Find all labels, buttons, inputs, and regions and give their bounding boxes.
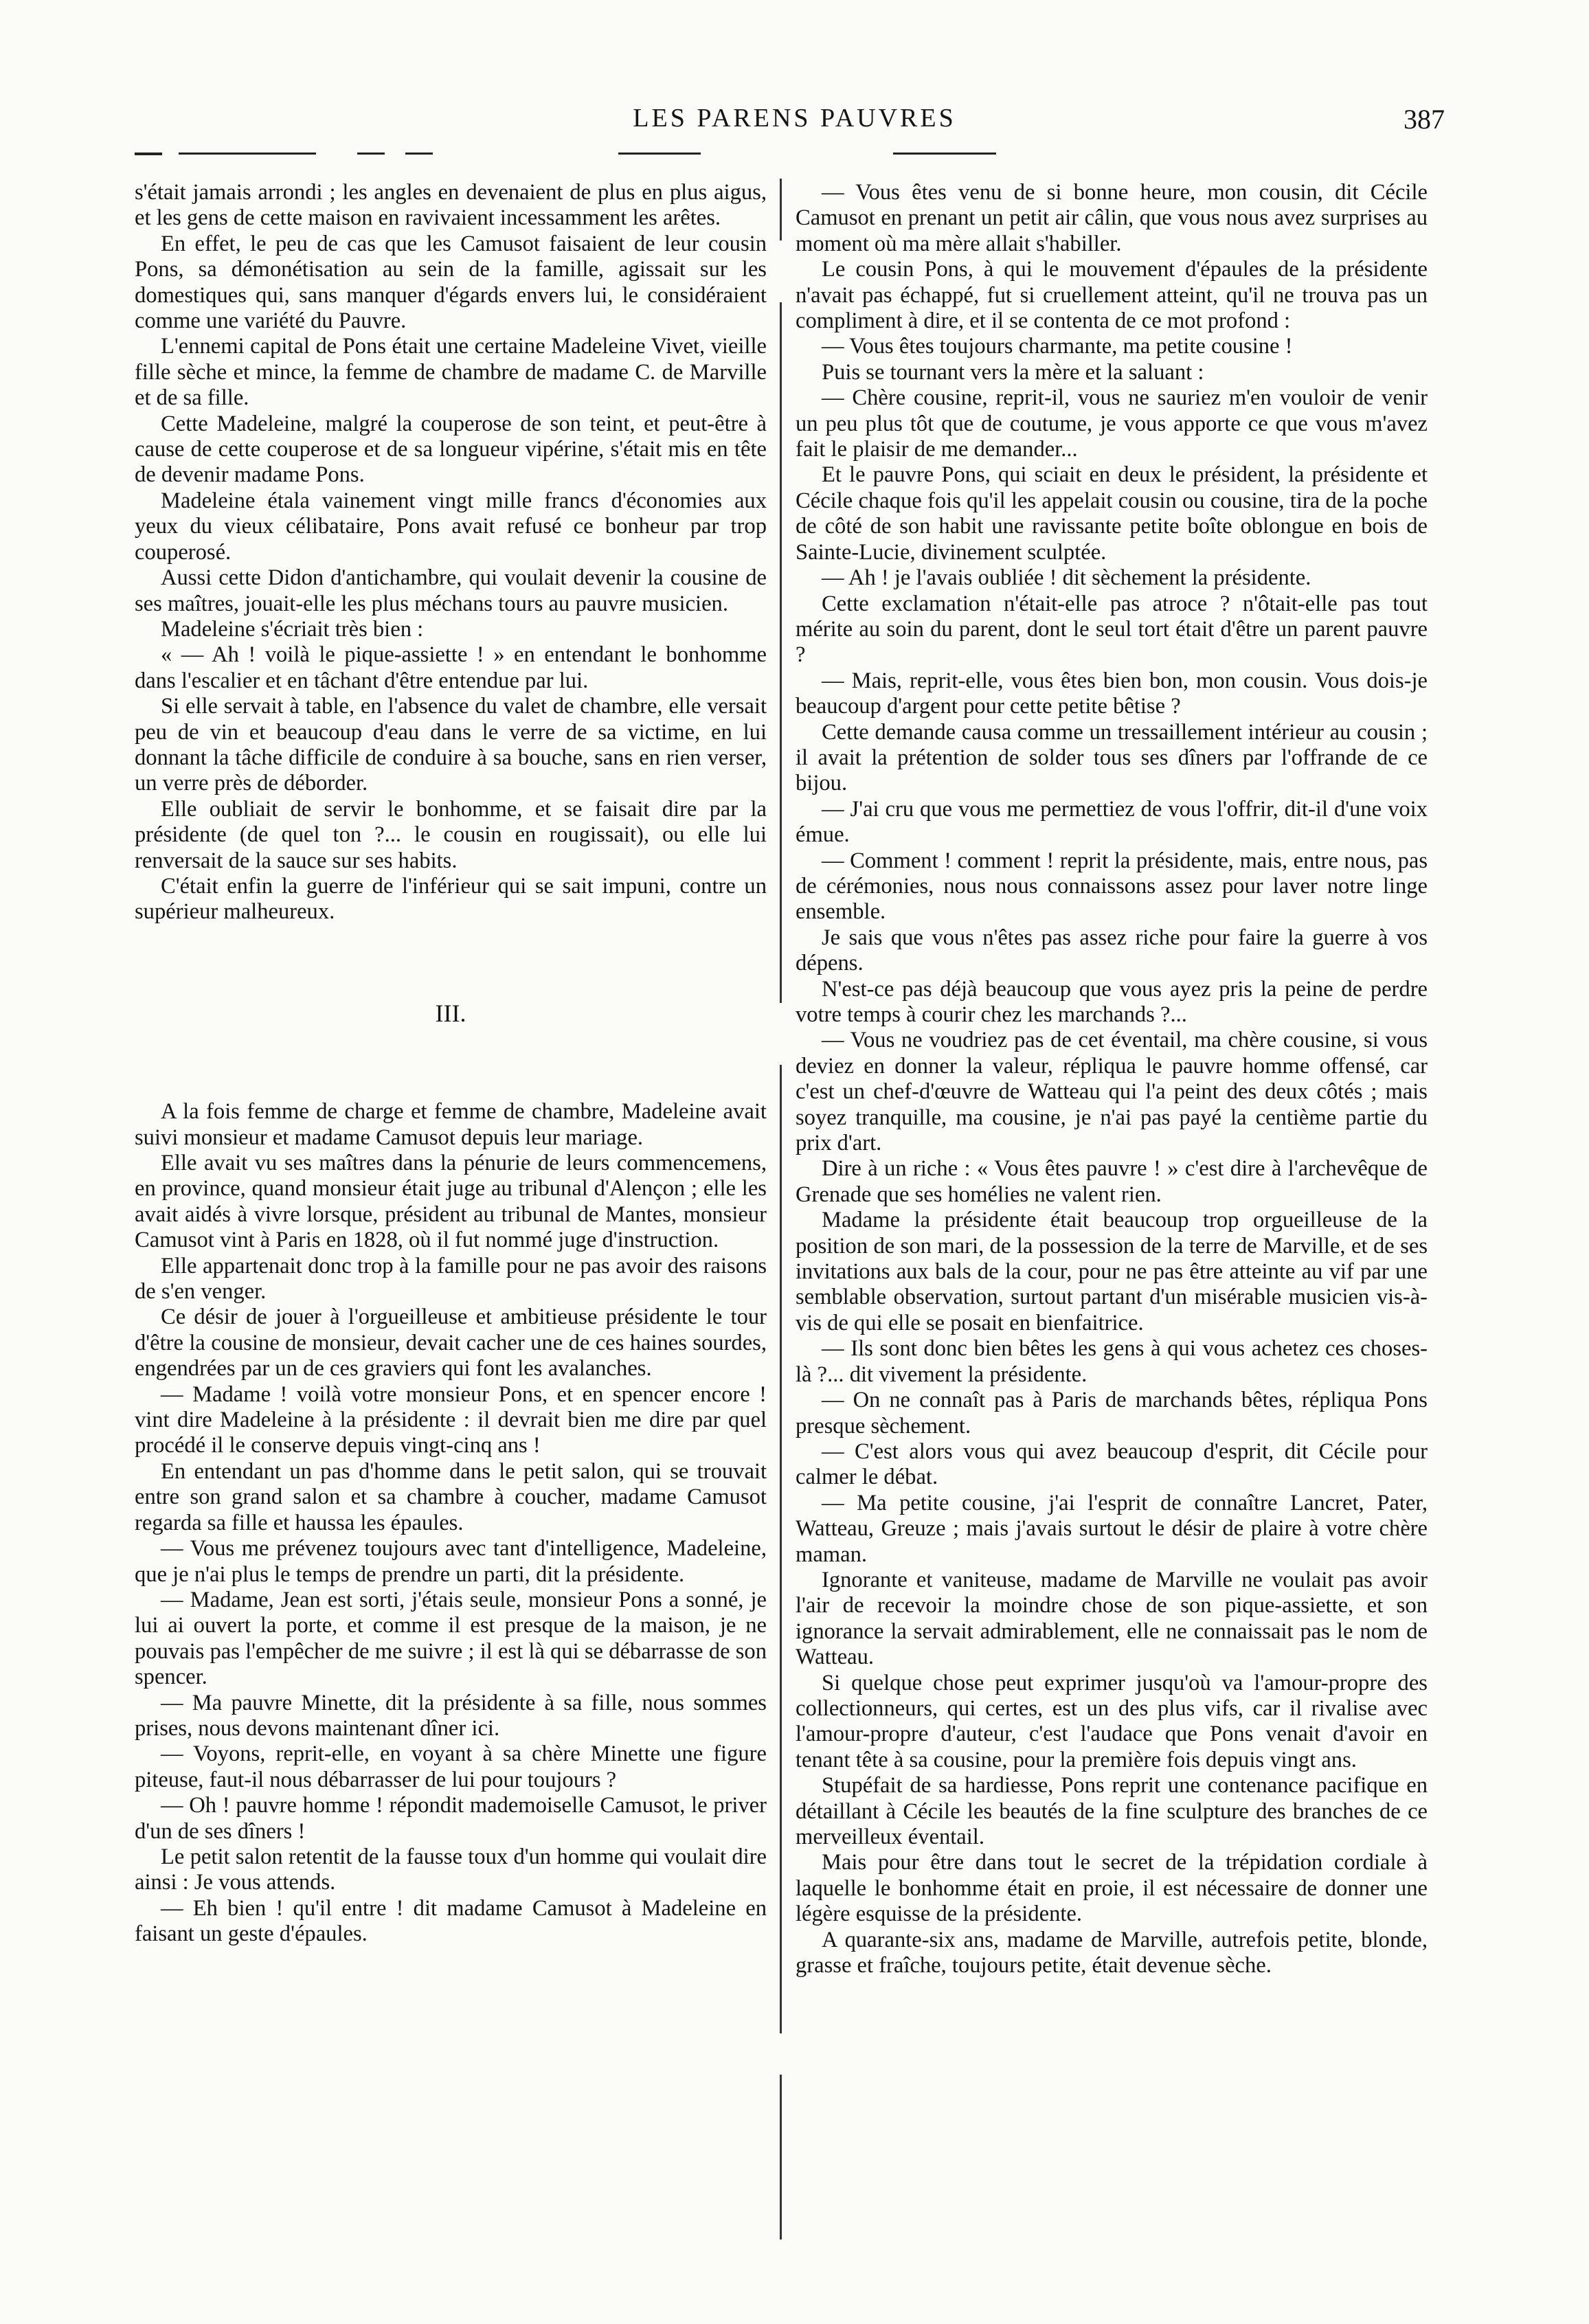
paragraph: — Voyons, reprit-elle, en voyant à sa chère Minette une figure piteuse, faut-il nous débarrasser de lui pour toujours ? [135,1741,767,1792]
paragraph: — Vous me prévenez toujours avec tant d'intelligence, Madeleine, que je n'ai plus le temps de prendre un parti, dit la présidente. [135,1536,767,1587]
paragraph: — Mais, reprit-elle, vous êtes bien bon, mon cousin. Vous dois-je beaucoup d'argent pour cette petite bêtise ? [796,668,1428,719]
header-rule [618,153,701,155]
paragraph: Ignorante et vaniteuse, madame de Marville ne voulait pas avoir l'air de recevoir la moindre chose de son pique-assiette, et son ignorance la servait admirablement, elle ne connaissait pas le nom de Watteau. [796,1567,1428,1670]
paragraph: « — Ah ! voilà le pique-assiette ! » en entendant le bonhomme dans l'escalier et en tâchant d'être entendue par lui. [135,642,767,693]
paragraph: — Vous ne voudriez pas de cet éventail, ma chère cousine, si vous deviez en donner la valeur, répliqua le pauvre homme offensé, car c'est un chef-d'œuvre de Watteau qui l'a peint des deux côtés ; mais soyez tranquille, ma cousine, je n'ai pas payé la centième partie du prix d'art. [796,1028,1428,1156]
paragraph: s'était jamais arrondi ; les angles en devenaient de plus en plus aigus, et les gens de cette maison en ravivaient incessamment les arêtes. [135,180,767,231]
paragraph: — Madame ! voilà votre monsieur Pons, et en spencer encore ! vint dire Madeleine à la présidente : il devrait bien me dire par quel procédé il le conserve depuis vingt-cinq ans ! [135,1381,767,1458]
paragraph: Si quelque chose peut exprimer jusqu'où va l'amour-propre des collectionneurs, qui certes, est un des plus vifs, car il rivalise avec l'amour-propre d'auteur, c'est l'audace que Pons venait d'avoir en tenant tête à sa cousine, pour la première fois depuis vingt ans. [796,1670,1428,1772]
paragraph: Ce désir de jouer à l'orgueilleuse et ambitieuse présidente le tour d'être la cousine de monsieur, devait cacher une de ces haines sourdes, engendrées par un de ces graviers qui font les avalanches. [135,1305,767,1381]
paragraph: A quarante-six ans, madame de Marville, autrefois petite, blonde, grasse et fraîche, toujours petite, était devenue sèche. [796,1927,1428,1978]
column-divider [780,179,782,2240]
header-rule [357,153,385,155]
paragraph: — On ne connaît pas à Paris de marchands bêtes, répliqua Pons presque sèchement. [796,1388,1428,1439]
paragraph: Elle oubliait de servir le bonhomme, et se faisait dire par la présidente (de quel ton ?... le cousin en rougissait), ou elle lui renversait de la sauce sur ses habits. [135,796,767,873]
paragraph: — Ah ! je l'avais oubliée ! dit sèchement la présidente. [822,565,1311,591]
paragraph: Madame la présidente était beaucoup trop orgueilleuse de la position de son mari, de la possession de la terre de Marville, et de ses invitations aux bals de la cour, pour ne pas être atteinte au vif par une semblable observation, surtout partant d'un misérable musicien vis-à-vis de qui elle se posait en bienfaitrice. [796,1208,1428,1335]
page-number: 387 [1404,104,1445,135]
paragraph: Et le pauvre Pons, qui sciait en deux le président, la présidente et Cécile chaque fois qu'il les appelait cousin ou cousine, tira de la poche de côté de son habit une ravissante petite boîte oblongue en bois de Sainte-Lucie, divinement sculptée. [796,462,1428,565]
paragraph: — Ma pauvre Minette, dit la présidente à sa fille, nous sommes prises, nous devons maintenant dîner ici. [135,1690,767,1741]
paragraph: — Comment ! comment ! reprit la présidente, mais, entre nous, pas de cérémonies, nous nous connaissons assez pour laver notre linge ensemble. [796,848,1428,925]
header-rule [179,153,316,155]
page-header [0,103,1589,151]
paragraph: Dire à un riche : « Vous êtes pauvre ! » c'est dire à l'archevêque de Grenade que ses homélies ne valent rien. [796,1156,1428,1207]
paragraph: L'ennemi capital de Pons était une certaine Madeleine Vivet, vieille fille sèche et mince, la femme de chambre de madame C. de Marville et de sa fille. [135,334,767,411]
right-column [796,180,1428,1978]
paragraph: Cette demande causa comme un tressaillement intérieur au cousin ; il avait la prétention de solder tous ses dîners par l'offrande de ce bijou. [796,719,1428,796]
running-title: LES PARENS PAUVRES [633,104,956,133]
paragraph: Puis se tournant vers la mère et la saluant : [822,359,1204,385]
chapter-number: III. [435,999,466,1027]
paragraph: — Ma petite cousine, j'ai l'esprit de connaître Lancret, Pater, Watteau, Greuze ; mais j'avais surtout le désir de plaire à votre chère maman. [796,1490,1428,1567]
header-rule [893,153,996,155]
paragraph: Madeleine étala vainement vingt mille francs d'économies aux yeux du vieux célibataire, Pons avait refusé ce bonheur par trop couperosé. [135,488,767,565]
paragraph: — J'ai cru que vous me permettiez de vous l'offrir, dit-il d'une voix émue. [796,796,1428,848]
paragraph: Aussi cette Didon d'antichambre, qui voulait devenir la cousine de ses maîtres, jouait-elle les plus méchans tours au pauvre musicien. [135,565,767,616]
paragraph: — Madame, Jean est sorti, j'étais seule, monsieur Pons a sonné, je lui ai ouvert la porte, et comme il est presque de la maison, je ne pouvais pas l'empêcher de me suivre ; il est là qui se débarrasse de son spencer. [135,1587,767,1690]
paragraph: — Vous êtes toujours charmante, ma petite cousine ! [822,334,1293,359]
paragraph: — Oh ! pauvre homme ! répondit mademoiselle Camusot, le priver d'un de ses dîners ! [135,1793,767,1844]
paragraph: Madeleine s'écriait très bien : [161,616,424,642]
paragraph: En effet, le peu de cas que les Camusot faisaient de leur cousin Pons, sa démonétisation au sein de la famille, agissait sur les domestiques qui, sans manquer d'égards envers lui, le considéraient comme une variété du Pauvre. [135,231,767,334]
paragraph: Mais pour être dans tout le secret de la trépidation cordiale à laquelle le bonhomme était en proie, il est nécessaire de donner une légère esquisse de la présidente. [796,1850,1428,1927]
paragraph: Elle avait vu ses maîtres dans la pénurie de leurs commencemens, en province, quand monsieur était juge au tribunal d'Alençon ; elle les avait aidés à vivre lorsque, président au tribunal de Mantes, monsieur Camusot vint à Paris en 1828, où il fut nommé juge d'instruction. [135,1151,767,1253]
paragraph: — Ils sont donc bien bêtes les gens à qui vous achetez ces choses-là ?... dit vivement la présidente. [796,1336,1428,1387]
paragraph: En entendant un pas d'homme dans le petit salon, qui se trouvait entre son grand salon et sa chambre à coucher, madame Camusot regarda sa fille et haussa les épaules. [135,1458,767,1535]
paragraph: — C'est alors vous qui avez beaucoup d'esprit, dit Cécile pour calmer le débat. [796,1439,1428,1490]
paragraph: Le cousin Pons, à qui le mouvement d'épaules de la présidente n'avait pas échappé, fut si cruellement atteint, qu'il ne trouva pas un compliment à dire, et il se contenta de ce mot profond : [796,257,1428,334]
paragraph: Cette exclamation n'était-elle pas atroce ? n'ôtait-elle pas tout mérite au soin du parent, dont le seul tort était d'être un parent pauvre ? [796,591,1428,668]
left-column [135,180,767,1948]
header-rule [135,153,162,155]
paragraph: Cette Madeleine, malgré la couperose de son teint, et peut-être à cause de cette couperose et de sa longueur vipérine, s'était mis en tête de devenir madame Pons. [135,411,767,488]
paragraph: — Vous êtes venu de si bonne heure, mon cousin, dit Cécile Camusot en prenant un petit air câlin, que vous nous avez surprises au moment où ma mère allait s'habiller. [796,180,1428,256]
paragraph: — Chère cousine, reprit-il, vous ne sauriez m'en vouloir de venir un peu plus tôt que de coutume, je vous apporte ce que vous m'avez fait le plaisir de me demander... [796,385,1428,462]
paragraph: Si elle servait à table, en l'absence du valet de chambre, elle versait peu de vin et beaucoup d'eau dans le verre de sa victime, en lui donnant la tâche difficile de conduire à sa bouche, sans en rien verser, un verre près de déborder. [135,694,767,796]
paragraph: N'est-ce pas déjà beaucoup que vous ayez pris la peine de perdre votre temps à courir chez les marchands ?... [796,976,1428,1027]
paragraph: Stupéfait de sa hardiesse, Pons reprit une contenance pacifique en détaillant à Cécile les beautés de la fine sculpture des branches de ce merveilleux éventail. [796,1773,1428,1849]
header-rule [405,153,433,155]
paragraph: A la fois femme de charge et femme de chambre, Madeleine avait suivi monsieur et madame Camusot depuis leur mariage. [135,1099,767,1150]
paragraph: C'était enfin la guerre de l'inférieur qui se sait impuni, contre un supérieur malheureux. [135,873,767,925]
paragraph: Elle appartenait donc trop à la famille pour ne pas avoir des raisons de s'en venger. [135,1253,767,1305]
paragraph: — Eh bien ! qu'il entre ! dit madame Camusot à Madeleine en faisant un geste d'épaules. [135,1895,767,1947]
paragraph: Je sais que vous n'êtes pas assez riche pour faire la guerre à vos dépens. [796,925,1428,976]
paragraph: Le petit salon retentit de la fausse toux d'un homme qui voulait dire ainsi : Je vous attends. [135,1844,767,1895]
